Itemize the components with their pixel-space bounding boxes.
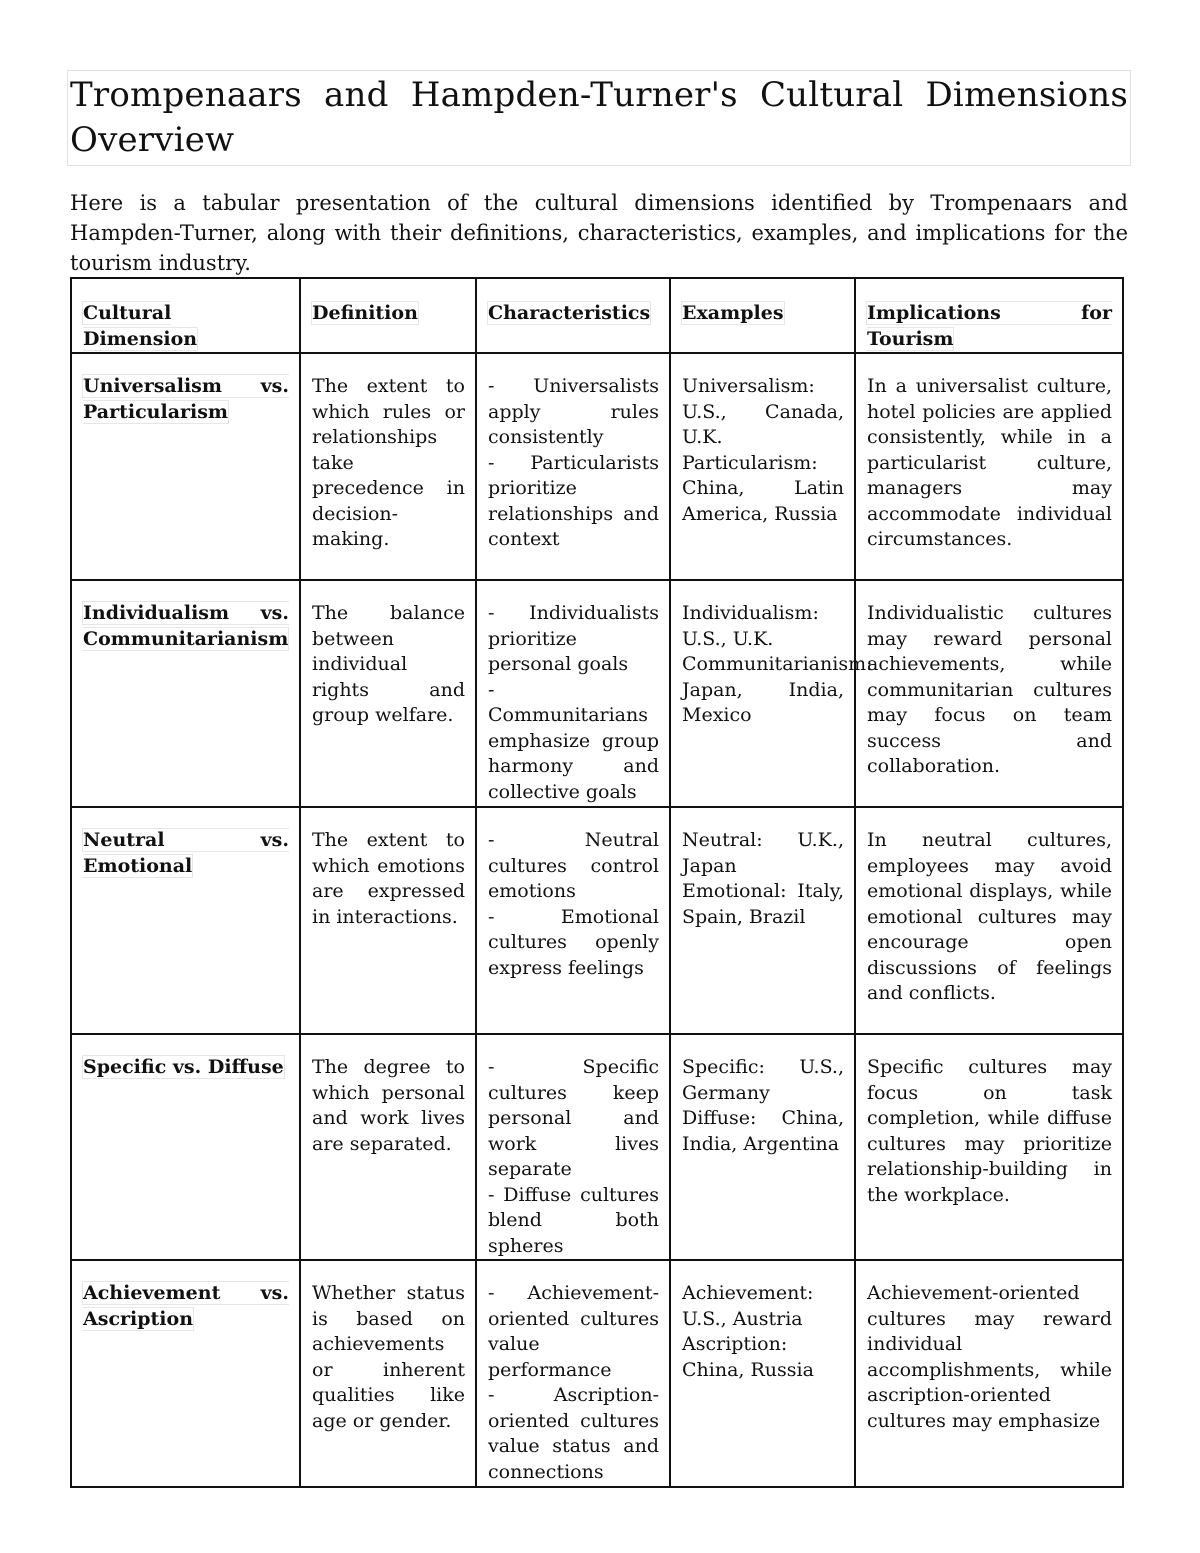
document-title: Trompenaars and Hampden-Turner's Cultural Dimensions Overview <box>70 75 1128 160</box>
dimension-cell: Achievement vs. Ascription <box>71 1260 300 1487</box>
table-row <box>71 1034 1123 1260</box>
examples-cell: Achievement: U.S., Austria Ascription: China, Russia <box>670 1260 855 1487</box>
examples-cell: Individualism: U.S., U.K. Communitarianism: Japan, India, Mexico <box>670 580 855 807</box>
title-box <box>67 70 1131 166</box>
cultural-dimensions-table <box>70 277 1124 1488</box>
characteristics-cell: - Universalists apply rules consistently - Particularists prioritize relationships and context <box>476 353 670 580</box>
intro-box <box>67 188 1131 278</box>
header-characteristics: Characteristics <box>476 278 670 353</box>
dimension-cell: Universalism vs. Particularism <box>71 353 300 580</box>
definition-cell: The extent to which rules or relationships take precedence in decision-making. <box>300 353 476 580</box>
header-definition: Definition <box>300 278 476 353</box>
characteristics-cell: - Individualists prioritize personal goals - Communitarians emphasize group harmony and collective goals <box>476 580 670 807</box>
characteristics-cell: - Neutral cultures control emotions - Emotional cultures openly express feelings <box>476 807 670 1034</box>
implications-cell: Specific cultures may focus on task completion, while diffuse cultures may prioritize relationship-building in the workplace. <box>855 1034 1123 1260</box>
implications-cell: In a universalist culture, hotel policies are applied consistently, while in a particularist culture, managers may accommodate individual circumstances. <box>855 353 1123 580</box>
definition-cell: The degree to which personal and work lives are separated. <box>300 1034 476 1260</box>
header-examples: Examples <box>670 278 855 353</box>
examples-cell: Neutral: U.K., Japan Emotional: Italy, Spain, Brazil <box>670 807 855 1034</box>
dimension-cell: Individualism vs. Communitarianism <box>71 580 300 807</box>
implications-cell: In neutral cultures, employees may avoid emotional displays, while emotional cultures may encourage open discussions of feelings and conflicts. <box>855 807 1123 1034</box>
table-row <box>71 807 1123 1034</box>
table-row <box>71 580 1123 807</box>
dimension-cell: Specific vs. Diffuse <box>71 1034 300 1260</box>
header-implications: Implications for Tourism <box>855 278 1123 353</box>
definition-cell: The balance between individual rights and group welfare. <box>300 580 476 807</box>
header-cultural-dimension: Cultural Dimension <box>71 278 300 353</box>
definition-cell: Whether status is based on achievements or inherent qualities like age or gender. <box>300 1260 476 1487</box>
table-row <box>71 1260 1123 1487</box>
characteristics-cell: - Achievement-oriented cultures value performance - Ascription-oriented cultures value status and connections <box>476 1260 670 1487</box>
examples-cell: Specific: U.S., Germany Diffuse: China, India, Argentina <box>670 1034 855 1260</box>
table-row <box>71 353 1123 580</box>
table-header-row <box>71 278 1123 353</box>
examples-cell: Universalism: U.S., Canada, U.K. Particularism: China, Latin America, Russia <box>670 353 855 580</box>
intro-paragraph: Here is a tabular presentation of the cultural dimensions identified by Trompenaars and Hampden-Turner, along with their definitions, characteristics, examples, and implications for the tourism industry. <box>70 191 1128 275</box>
implications-cell: Individualistic cultures may reward personal achievements, while communitarian cultures may focus on team success and collaboration. <box>855 580 1123 807</box>
definition-cell: The extent to which emotions are expressed in interactions. <box>300 807 476 1034</box>
dimension-cell: Neutral vs. Emotional <box>71 807 300 1034</box>
implications-cell: Achievement-oriented cultures may reward individual accomplishments, while ascription-oriented cultures may emphasize <box>855 1260 1123 1487</box>
characteristics-cell: - Specific cultures keep personal and work lives separate - Diffuse cultures blend both spheres <box>476 1034 670 1260</box>
